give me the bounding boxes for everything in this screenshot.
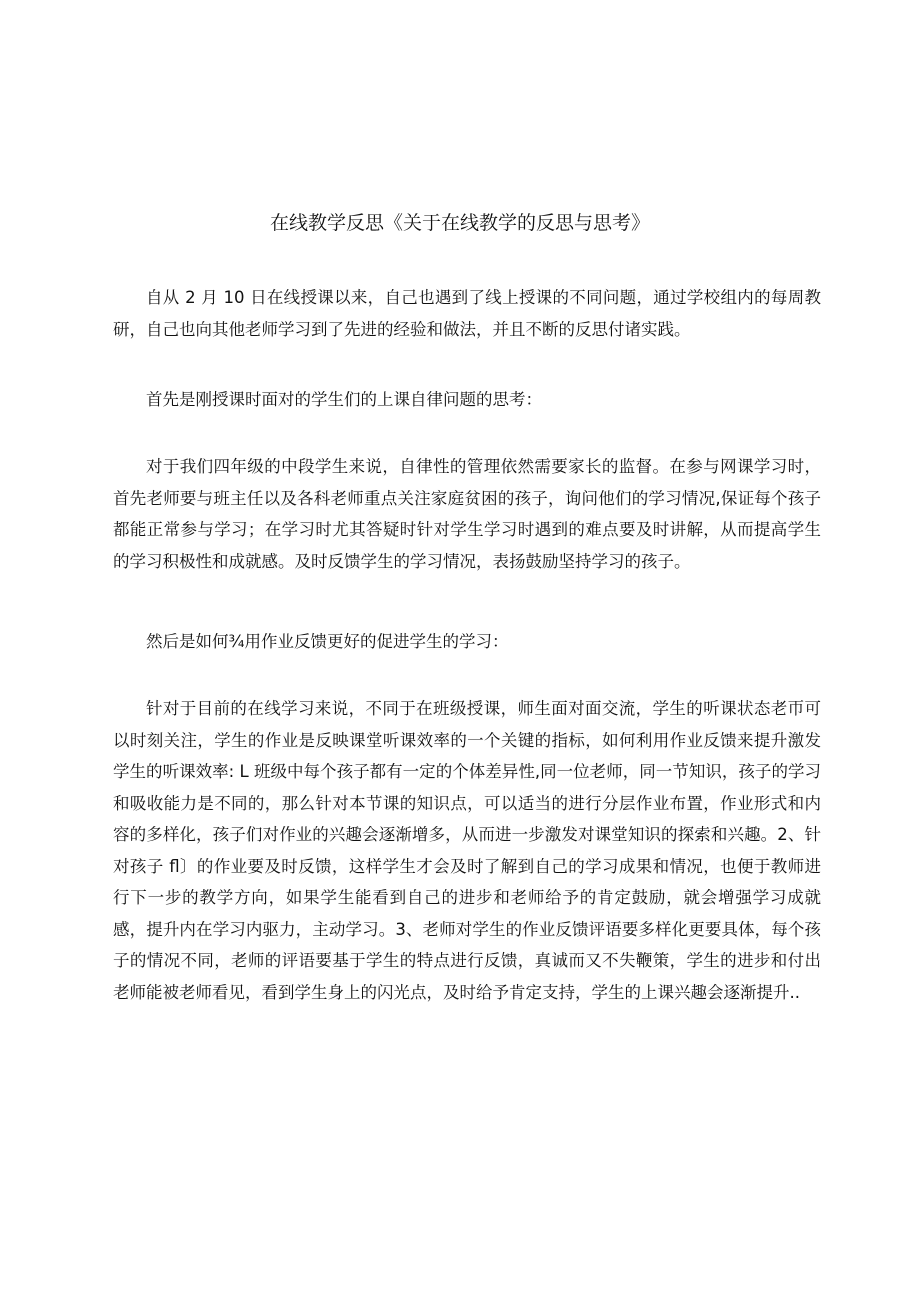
paragraph-homework-feedback: 针对于目前的在线学习来说，不同于在班级授课，师生面对面交流，学生的听课状态老帀可以时刻关注，学生的作业是反映课堂听课效率的一个关键的指标，如何利用作业反馈来提升激发学生的听课效率: L 班级中每个孩子都有一定的个体差异性,同一位老师，同一节知识，孩子的学习和吸收能力是不同的，那么针对本节课的知识点，可以适当的进行分层作业布置，作业形式和内容的多样化，孩子们对作业的兴趣会逐渐增多，从而进一步激发对课堂知识的探索和兴趣。2、针对孩子 fl〕的作业要及时反馈，这样学生才会及时了解到自己的学习成果和情况，也便于教师进行下一步的教学方向，如果学生能看到自己的进步和老师给予的肯定鼓励，就会增强学习成就感，提升内在学习内驱力，主动学习。3、老师对学生的作业反馈评语要多样化更要具体，每个孩子的情况不同，老师的评语要基于学生的特点进行反馈，真诚而又不失鞭策，学生的进步和付出老师能被老师看见，看到学生身上的闪光点，及时给予肯定支持，学生的上课兴趣会逐渐提升.. <box>113 699 821 1002</box>
paragraph-section-2-heading: 然后是如何¾用作业反馈更好的促进学生的学习： <box>146 632 509 651</box>
paragraph-section-1-heading: 首先是刚授课时面对的学生们的上课自律问题的思考： <box>146 390 542 409</box>
paragraph-intro: 自从 2 月 10 日在线授课以来，自己也遇到了线上授课的不同问题，通过学校组内的每周教研，自己也向其他老师学习到了先进的经验和做法，并且不断的反思付诸实践。 <box>113 288 821 339</box>
document-title: 在线教学反思《关于在线教学的反思与思考》 <box>269 212 650 234</box>
paragraph-self-discipline: 对于我们四年级的中段学生来说，自律性的管理依然需要家长的监督。在参与网课学习时，首先老师要与班主任以及各科老师重点关注家庭贫困的孩子，询问他们的学习情况,保证每个孩子都能正常参与学习；在学习时尤其答疑时针对学生学习时遇到的难点要及时讲解，从而提高学生的学习积极性和成就感。及时反馈学生的学习情况，表扬鼓励坚持学习的孩子。 <box>113 457 821 571</box>
